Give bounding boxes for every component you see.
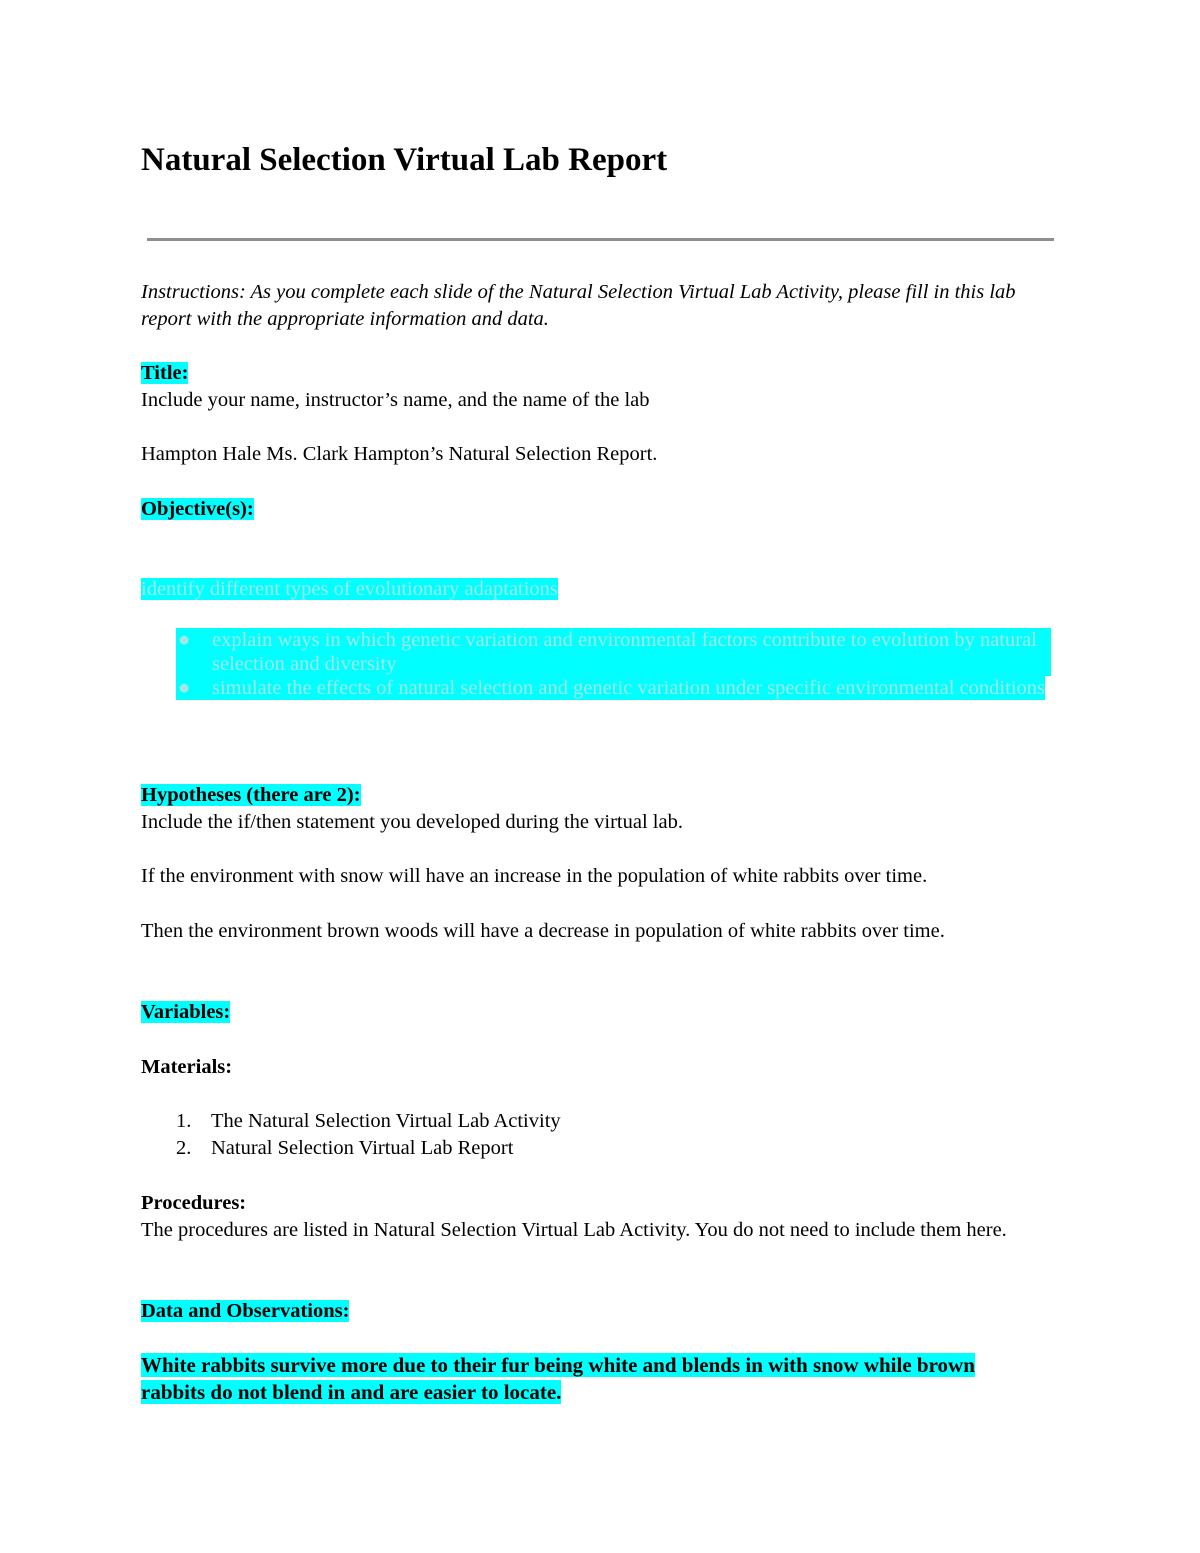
objectives-section <box>141 496 1056 523</box>
hypotheses-heading: Hypotheses (there are 2): <box>141 784 361 806</box>
list-item <box>176 676 1045 700</box>
objectives-heading: Objective(s): <box>141 498 254 520</box>
list-number: 1. <box>176 1110 192 1132</box>
document-title: Natural Selection Virtual Lab Report <box>141 142 668 178</box>
bullet-icon: ● <box>178 677 191 699</box>
variables-heading: Variables: <box>141 1001 231 1023</box>
instructions-text: Instructions: As you complete each slide of the Natural Selection Virtual Lab Activity, please fill in this lab report with the appropriate information and data. <box>141 281 1016 330</box>
objectives-list <box>176 628 1051 700</box>
horizontal-rule <box>147 238 1054 241</box>
data-answer: White rabbits survive more due to their fur being white and blends in with snow while brown rabbits do not blend in and are easier to locate. <box>141 1353 975 1404</box>
objective-bullet-text: explain ways in which genetic variation and environmental factors contribute to evolution by natural selection and diversity <box>212 629 1037 675</box>
variables-section <box>141 999 1056 1026</box>
procedures-text: The procedures are listed in Natural Selection Virtual Lab Activity. You do not need to include them here. <box>141 1219 1007 1241</box>
objectives-intro-line <box>141 576 1056 603</box>
title-prompt: Include your name, instructor’s name, and the name of the lab <box>141 389 650 411</box>
hypothesis-2: Then the environment brown woods will have a decrease in population of white rabbits over time. <box>141 920 945 942</box>
bullet-icon: ● <box>178 629 191 651</box>
list-item <box>141 1108 1041 1135</box>
list-item <box>176 628 1051 676</box>
list-item <box>141 1135 1041 1162</box>
data-heading: Data and Observations: <box>141 1300 350 1322</box>
materials-list <box>141 1108 1041 1162</box>
objectives-intro: identify different types of evolutionary adaptations <box>141 578 558 600</box>
data-answer-block <box>141 1352 1021 1406</box>
list-number: 2. <box>176 1137 192 1159</box>
list-item-text: The Natural Selection Virtual Lab Activity <box>211 1110 561 1132</box>
title-answer: Hampton Hale Ms. Clark Hampton’s Natural Selection Report. <box>141 443 658 465</box>
title-section <box>141 360 1056 387</box>
title-heading: Title: <box>141 362 189 384</box>
hypothesis-1: If the environment with snow will have an increase in the population of white rabbits over time. <box>141 865 928 887</box>
data-section <box>141 1298 1056 1325</box>
hypotheses-prompt: Include the if/then statement you developed during the virtual lab. <box>141 811 683 833</box>
objective-bullet-text: simulate the effects of natural selection and genetic variation under specific environmental conditions <box>212 677 1045 699</box>
procedures-heading: Procedures: <box>141 1192 247 1214</box>
list-item-text: Natural Selection Virtual Lab Report <box>211 1137 514 1159</box>
materials-heading: Materials: <box>141 1056 233 1078</box>
hypotheses-section <box>141 782 1056 809</box>
